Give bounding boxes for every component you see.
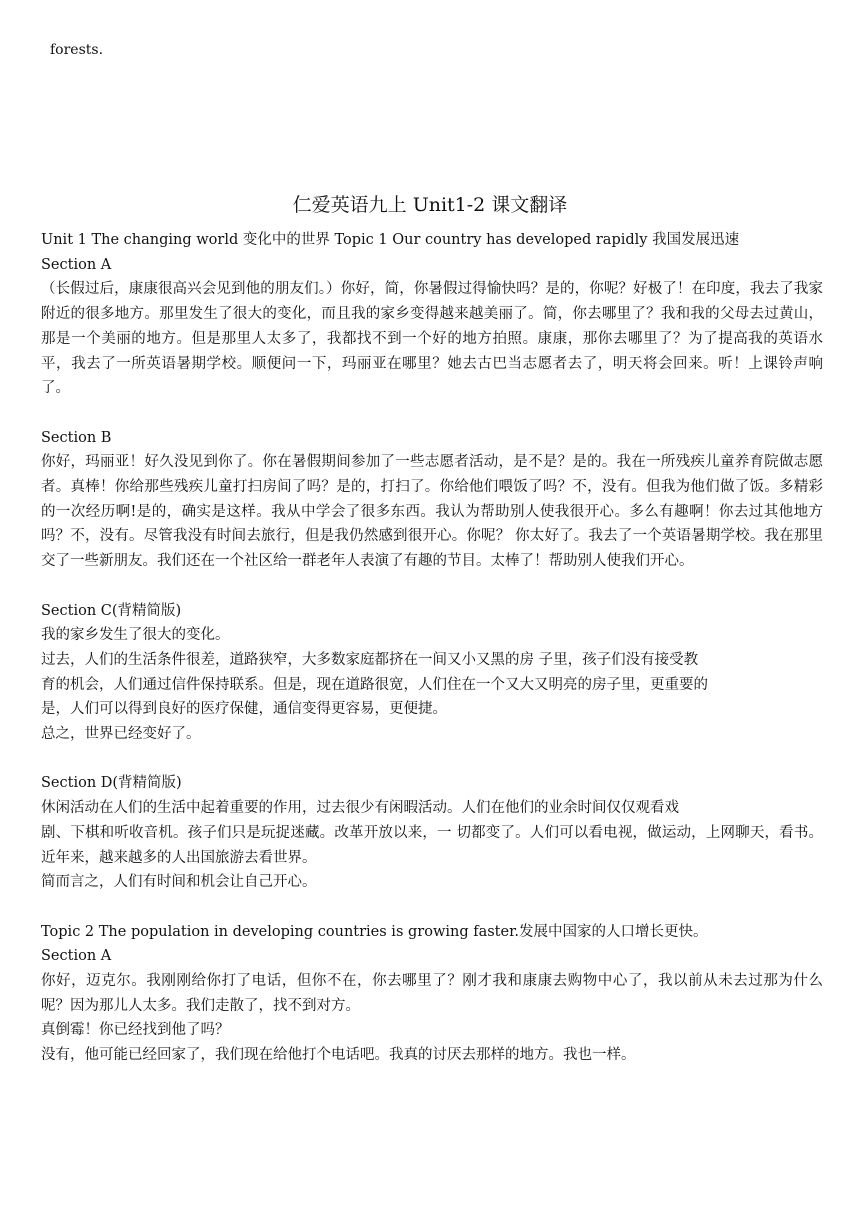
unit1-heading: Unit 1 The changing world 变化中的世界 Topic 1 Our country has developed rapidly 我国发展迅速 <box>41 232 740 248</box>
section-c-line: 总之，世界已经变好了。 <box>41 726 201 743</box>
topic2-section-a-line: 真倒霉！你已经找到他了吗？ <box>41 1022 230 1039</box>
section-a-text: （长假过后，康康很高兴会见到他的朋友们。）你好，简，你暑假过得愉快吗？是的，你呢？好极了！在印度，我去了我家附近的很多地方。那里发生了很大的变化，而且我的家乡变得越来越美丽了。简，你去哪里了？我和我的父母去过黄山，那是一个美丽的地方。但是那里人太多了，我都找不到一个好的地方拍照。康康，那你去哪里了？为了提高我的英语水平，我去了一所英语暑期学校。顺便问一下，玛丽亚在哪里？她去古巴当志愿者去了，明天将会回来。听！上课铃声响了。 <box>41 281 823 397</box>
paragraph-gap <box>41 895 823 920</box>
paragraph-gap <box>41 747 823 772</box>
section-a-heading: Section A <box>41 256 112 273</box>
section-b-text: 你好，玛丽亚！好久没见到你了。你在暑假期间参加了一些志愿者活动，是不是？是的。我在一所残疾儿童养育院做志愿者。真棒！你给那些残疾儿童打扫房间了吗？是的，打扫了。你给他们喂饭了吗？不，没有。但我为他们做了饭。多精彩的一次经历啊!是的，确实是这样。我从中学会了很多东西。我认为帮助别人使我很开心。多么有趣啊！你去过其他地方吗？不，没有。尽管我没有时间去旅行，但是我仍然感到很开心。你呢？ 你太好了。我去了一个英语暑期学校。我在那里交了一些新朋友。我们还在一个社区给一群老年人表演了有趣的节目。太棒了！帮助别人使我们开心。 <box>41 454 823 570</box>
section-d-line: 简而言之，人们有时间和机会让自己开心。 <box>41 874 317 891</box>
section-c-line: 育的机会，人们通过信件保持联系。但是，现在道路很宽，人们住在一个又大又明亮的房子里，更重要的 <box>41 676 708 693</box>
paragraph-gap <box>41 401 823 426</box>
section-b-heading: Section B <box>41 429 112 446</box>
section-c-line: 过去，人们的生活条件很差，道路狭窄，大多数家庭都挤在一间又小又黑的房 子里，孩子们没有接受教 <box>41 651 699 668</box>
section-d-heading: Section D(背精简版) <box>41 775 182 792</box>
document-title: 仁爱英语九上 Unit1-2 课文翻译 <box>292 194 568 216</box>
section-c-line: 我的家乡发生了很大的变化。 <box>41 627 230 644</box>
section-c-heading: Section C(背精简版) <box>41 602 182 619</box>
section-d-line: 休闲活动在人们的生活中起着重要的作用，过去很少有闲暇活动。人们在他们的业余时间仅仅观看戏 <box>41 800 679 817</box>
paragraph-gap <box>41 574 823 599</box>
section-c-line: 是，人们可以得到良好的医疗保健，通信变得更容易，更便捷。 <box>41 701 447 718</box>
previous-page-fragment: forests. <box>50 42 104 58</box>
topic2-section-a-line: 没有，他可能已经回家了，我们现在给他打个电话吧。我真的讨厌去那样的地方。我也一样。 <box>41 1047 636 1064</box>
topic2-section-a-paragraph: 你好，迈克尔。我刚刚给你打了电话，但你不在，你去哪里了？刚才我和康康去购物中心了，我以前从未去过那为什么呢？因为那儿人太多。我们走散了，找不到对方。 <box>41 973 823 1014</box>
section-d-paragraph: 剧、下棋和听收音机。孩子们只是玩捉迷藏。改革开放以来，一 切都变了。人们可以看电视，做运动，上网聊天，看书。近年来，越来越多的人出国旅游去看世界。 <box>41 824 823 866</box>
topic2-heading: Topic 2 The population in developing countries is growing faster.发展中国家的人口增长更快。 <box>41 923 708 940</box>
document-body <box>41 228 823 1068</box>
topic2-section-a-heading: Section A <box>41 948 112 965</box>
